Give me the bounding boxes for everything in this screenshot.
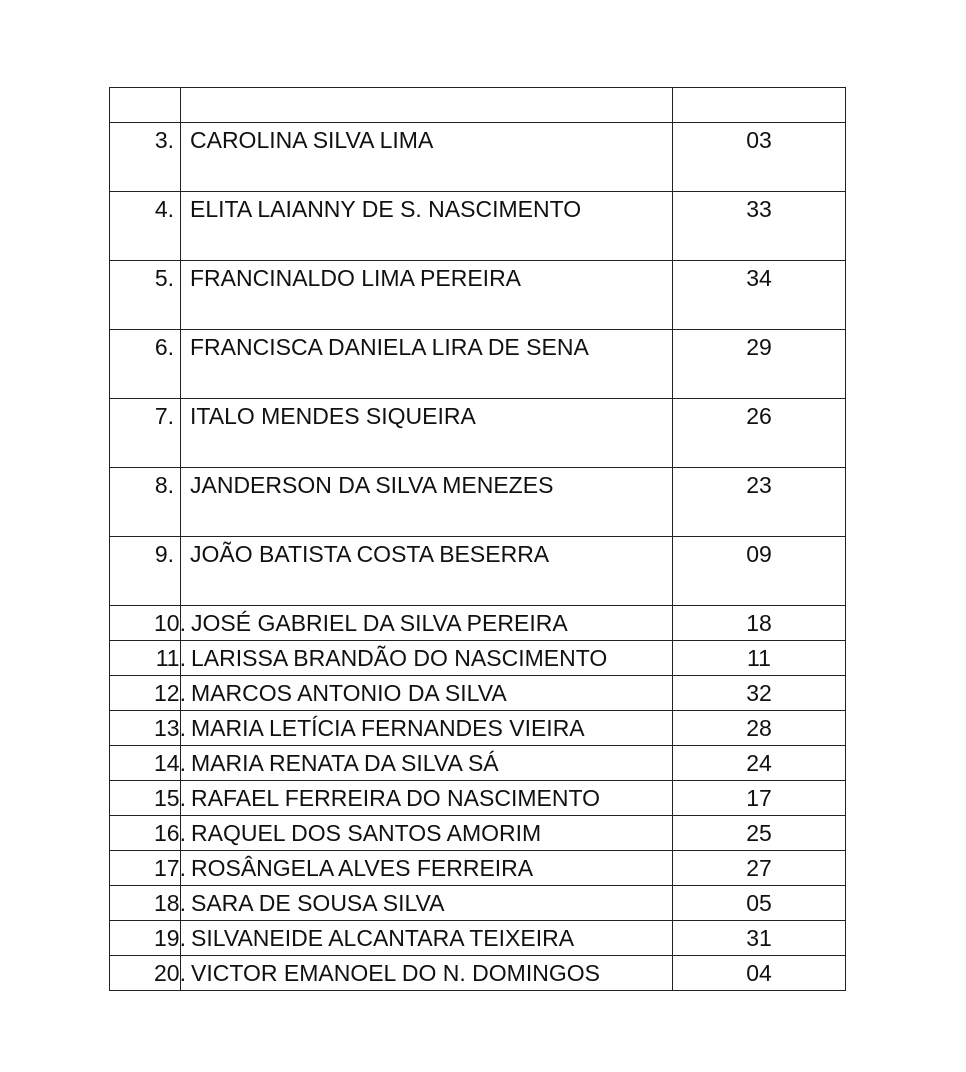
row-name-cell [181, 711, 673, 746]
row-name: SARA DE SOUSA SILVA [191, 890, 445, 916]
table-row [110, 192, 846, 261]
row-number-cell [110, 886, 186, 921]
row-value: 24 [746, 750, 772, 776]
table-row [110, 641, 846, 676]
row-name: SILVANEIDE ALCANTARA TEIXEIRA [191, 925, 575, 951]
row-name-cell [181, 921, 673, 956]
row-value: 11 [747, 645, 771, 671]
row-number: 13. [154, 715, 186, 741]
row-value-cell [673, 192, 846, 261]
row-value-cell [673, 886, 846, 921]
table-row [110, 781, 846, 816]
row-name-cell [181, 123, 673, 192]
row-value-cell [673, 399, 846, 468]
row-name-cell [181, 886, 673, 921]
row-number: 17. [154, 855, 186, 881]
row-value: 27 [746, 855, 772, 881]
table-row [110, 921, 846, 956]
row-value: 33 [746, 196, 772, 222]
table-row [110, 537, 846, 606]
row-number-cell [110, 816, 186, 851]
row-name: RAFAEL FERREIRA DO NASCIMENTO [191, 785, 600, 811]
row-number-cell [110, 851, 186, 886]
row-name: ITALO MENDES SIQUEIRA [190, 403, 476, 429]
table-row [110, 399, 846, 468]
row-value: 09 [746, 541, 772, 567]
row-name: FRANCINALDO LIMA PEREIRA [190, 265, 522, 291]
row-value: 34 [746, 265, 772, 291]
header-cell-number [110, 88, 181, 123]
row-number-cell [110, 261, 181, 330]
row-value-cell [673, 468, 846, 537]
row-name: MARIA RENATA DA SILVA SÁ [191, 750, 499, 776]
row-number: 16. [154, 820, 186, 846]
row-number-cell [110, 399, 181, 468]
row-number-cell [110, 537, 181, 606]
row-number: 15. [154, 785, 186, 811]
row-name-cell [181, 676, 673, 711]
row-value-cell [673, 330, 846, 399]
header-cell-value [673, 88, 846, 123]
row-name-cell [181, 816, 673, 851]
table-row [110, 123, 846, 192]
row-value-cell [673, 711, 846, 746]
row-number: 9. [154, 541, 174, 567]
header-cell-name [181, 88, 673, 123]
row-name-cell [181, 399, 673, 468]
row-value: 17 [746, 785, 772, 811]
table-row [110, 676, 846, 711]
table-row [110, 816, 846, 851]
table-row [110, 606, 846, 641]
row-name-cell [181, 851, 673, 886]
row-name: FRANCISCA DANIELA LIRA DE SENA [190, 334, 589, 360]
row-number: 8. [154, 472, 174, 498]
row-name: MARCOS ANTONIO DA SILVA [191, 680, 507, 706]
row-name: RAQUEL DOS SANTOS AMORIM [191, 820, 542, 846]
row-name-cell [181, 641, 673, 676]
row-name-cell [181, 746, 673, 781]
row-number-cell [110, 641, 186, 676]
row-value: 04 [746, 960, 772, 986]
row-value: 31 [746, 925, 772, 951]
row-value-cell [673, 123, 846, 192]
row-value-cell [673, 676, 846, 711]
row-name: JANDERSON DA SILVA MENEZES [190, 472, 554, 498]
table-row [110, 711, 846, 746]
row-number: 10. [154, 610, 186, 636]
row-value: 29 [746, 334, 772, 360]
row-name: LARISSA BRANDÃO DO NASCIMENTO [191, 645, 608, 671]
row-name: VICTOR EMANOEL DO N. DOMINGOS [191, 960, 600, 986]
row-number: 20. [154, 960, 186, 986]
row-value-cell [673, 781, 846, 816]
student-list-table [109, 87, 846, 991]
row-number-cell [110, 123, 181, 192]
row-value: 25 [746, 820, 772, 846]
row-name-cell [181, 192, 673, 261]
row-number-cell [110, 781, 186, 816]
row-value: 03 [746, 127, 772, 153]
table-row [110, 746, 846, 781]
table-row [110, 261, 846, 330]
table-row [110, 468, 846, 537]
row-number: 6. [154, 334, 174, 360]
row-number: 5. [154, 265, 174, 291]
row-name: ELITA LAIANNY DE S. NASCIMENTO [190, 196, 582, 222]
row-value: 05 [746, 890, 772, 916]
row-number-cell [110, 956, 186, 991]
row-name-cell [181, 330, 673, 399]
row-name: MARIA LETÍCIA FERNANDES VIEIRA [191, 715, 585, 741]
row-number-cell [110, 192, 181, 261]
row-number-cell [110, 921, 186, 956]
row-value: 32 [746, 680, 772, 706]
row-number-cell [110, 606, 186, 641]
row-number-cell [110, 711, 186, 746]
row-number-cell [110, 330, 181, 399]
row-name-cell [181, 537, 673, 606]
row-number: 3. [154, 127, 174, 153]
row-number: 12. [154, 680, 186, 706]
row-value: 23 [746, 472, 772, 498]
row-name-cell [181, 956, 673, 991]
row-name-cell [181, 261, 673, 330]
row-name: JOSÉ GABRIEL DA SILVA PEREIRA [191, 610, 568, 636]
row-value-cell [673, 641, 846, 676]
row-value: 26 [746, 403, 772, 429]
row-value: 18 [746, 610, 772, 636]
row-number: 19. [154, 925, 186, 951]
row-value-cell [673, 851, 846, 886]
row-number: 4. [154, 196, 174, 222]
row-name: CAROLINA SILVA LIMA [190, 127, 434, 153]
row-name-cell [181, 781, 673, 816]
row-value-cell [673, 816, 846, 851]
row-number: 14. [154, 750, 186, 776]
row-number: 11. [155, 645, 186, 671]
row-value: 28 [746, 715, 772, 741]
row-number-cell [110, 676, 186, 711]
row-value-cell [673, 746, 846, 781]
row-name: ROSÂNGELA ALVES FERREIRA [191, 855, 534, 881]
row-value-cell [673, 606, 846, 641]
row-number: 7. [154, 403, 174, 429]
row-value-cell [673, 261, 846, 330]
row-name: JOÃO BATISTA COSTA BESERRA [190, 541, 550, 567]
table-header-row [110, 88, 846, 123]
table-row [110, 330, 846, 399]
table-row [110, 851, 846, 886]
row-number: 18. [154, 890, 186, 916]
row-number-cell [110, 468, 181, 537]
row-number-cell [110, 746, 186, 781]
row-value-cell [673, 956, 846, 991]
row-name-cell [181, 468, 673, 537]
table-row [110, 956, 846, 991]
table-row [110, 886, 846, 921]
row-value-cell [673, 537, 846, 606]
row-value-cell [673, 921, 846, 956]
row-name-cell [181, 606, 673, 641]
